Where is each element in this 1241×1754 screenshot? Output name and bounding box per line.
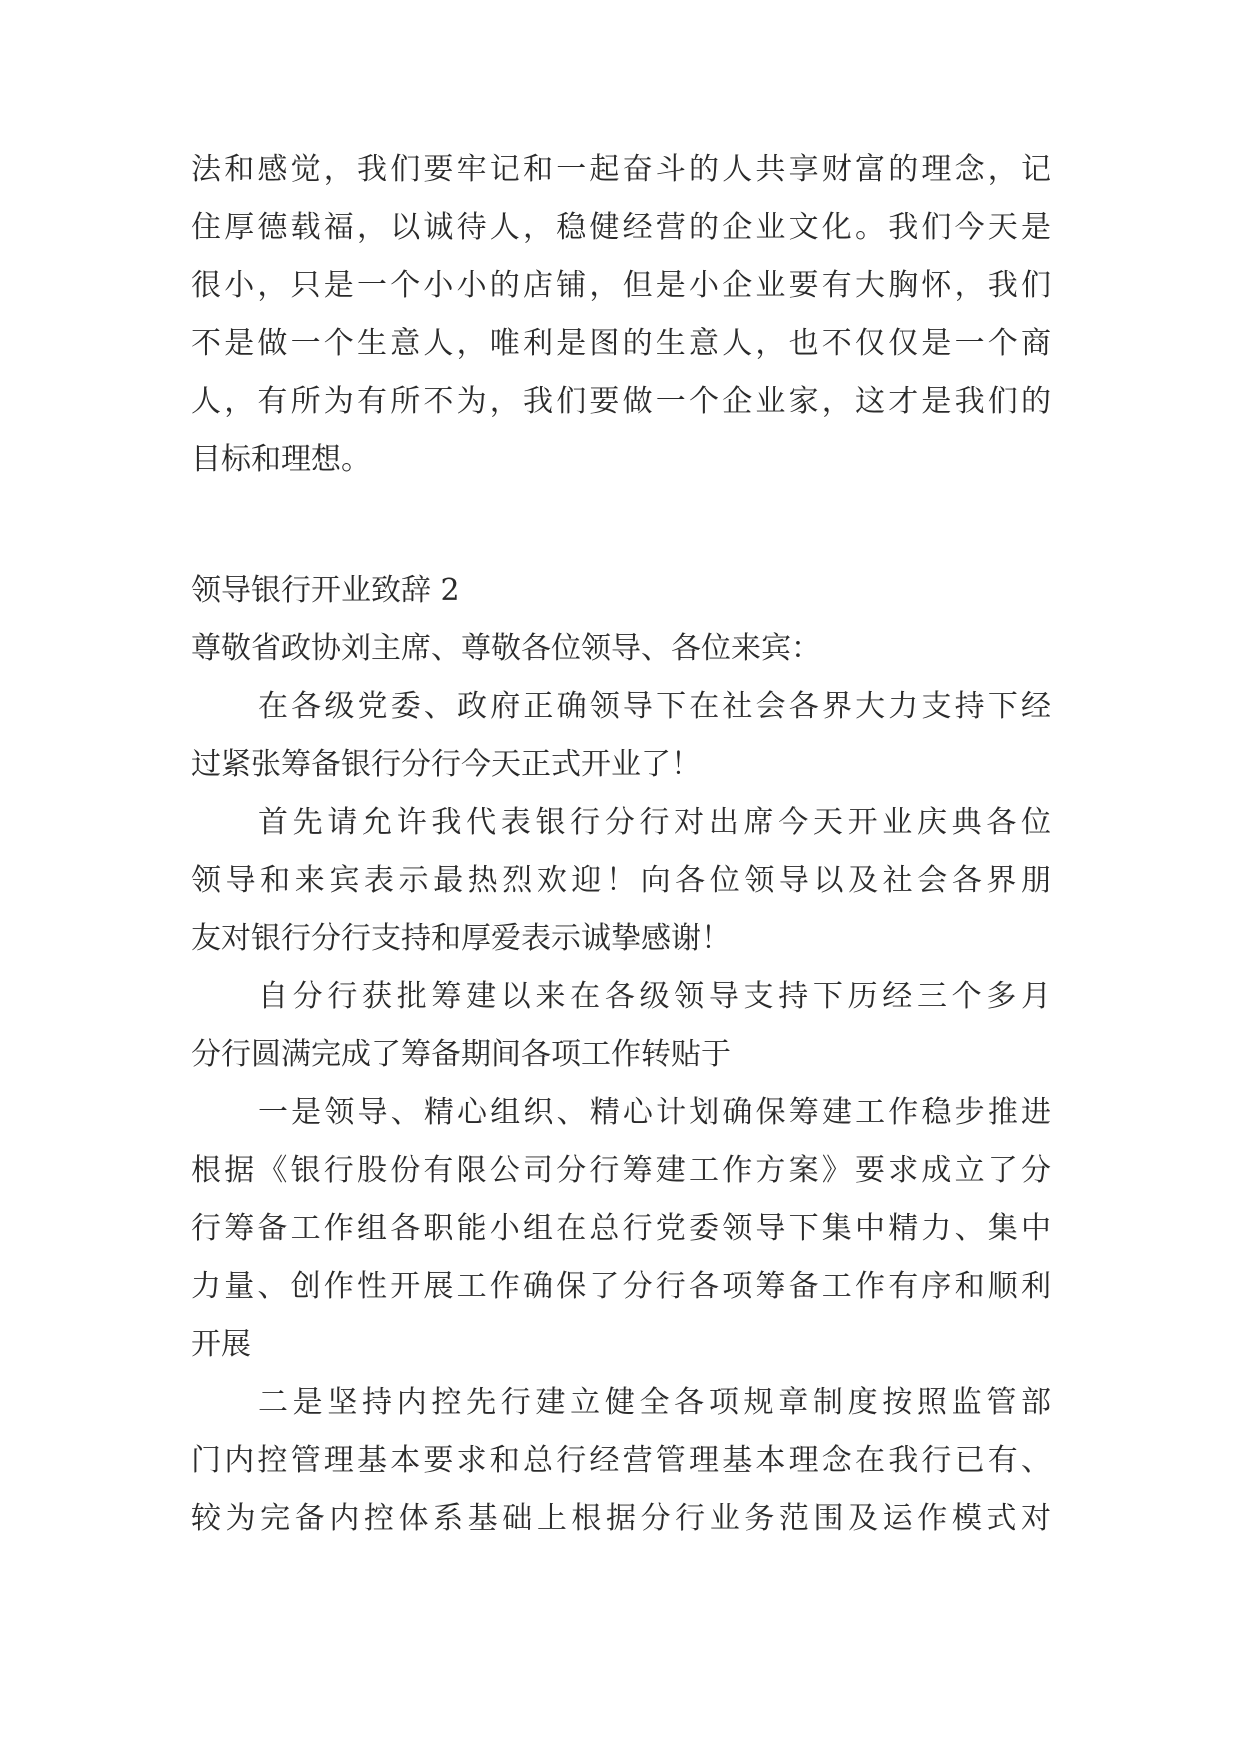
paragraph-line: 友对银行分行支持和厚爱表示诚挚感谢！ bbox=[191, 921, 731, 956]
paragraph-line: 住厚德载福，以诚待人，稳健经营的企业文化。我们今天是 bbox=[191, 210, 1051, 245]
paragraph-line: 分行圆满完成了筹备期间各项工作转贴于 bbox=[191, 1037, 731, 1072]
paragraph-line: 目标和理想。 bbox=[191, 442, 371, 477]
paragraph-line: 二是坚持内控先行建立健全各项规章制度按照监管部 bbox=[258, 1385, 1051, 1420]
paragraph-line: 不是做一个生意人，唯利是图的生意人，也不仅仅是一个商 bbox=[191, 326, 1051, 361]
paragraph-line: 一是领导、精心组织、精心计划确保筹建工作稳步推进 bbox=[258, 1095, 1051, 1130]
paragraph-line: 根据《银行股份有限公司分行筹建工作方案》要求成立了分 bbox=[191, 1153, 1051, 1188]
paragraph-line: 法和感觉，我们要牢记和一起奋斗的人共享财富的理念，记 bbox=[191, 152, 1051, 187]
paragraph-line: 自分行获批筹建以来在各级领导支持下历经三个多月 bbox=[258, 979, 1051, 1014]
paragraph-line: 行筹备工作组各职能小组在总行党委领导下集中精力、集中 bbox=[191, 1211, 1051, 1246]
paragraph-line: 开展 bbox=[191, 1327, 251, 1362]
paragraph-line: 很小，只是一个小小的店铺，但是小企业要有大胸怀，我们 bbox=[191, 268, 1051, 303]
paragraph-line: 人，有所为有所不为，我们要做一个企业家，这才是我们的 bbox=[191, 384, 1051, 419]
paragraph-line: 领导和来宾表示最热烈欢迎！向各位领导以及社会各界朋 bbox=[191, 863, 1051, 898]
paragraph-line: 过紧张筹备银行分行今天正式开业了！ bbox=[191, 747, 701, 782]
paragraph-line: 在各级党委、政府正确领导下在社会各界大力支持下经 bbox=[258, 689, 1051, 724]
section-title: 领导银行开业致辞 2 bbox=[191, 573, 460, 608]
paragraph-line: 门内控管理基本要求和总行经营管理基本理念在我行已有、 bbox=[191, 1443, 1051, 1478]
paragraph-line: 较为完备内控体系基础上根据分行业务范围及运作模式对 bbox=[191, 1501, 1051, 1536]
paragraph-line: 首先请允许我代表银行分行对出席今天开业庆典各位 bbox=[258, 805, 1051, 840]
salutation: 尊敬省政协刘主席、尊敬各位领导、各位来宾： bbox=[191, 631, 821, 666]
paragraph-line: 力量、创作性开展工作确保了分行各项筹备工作有序和顺利 bbox=[191, 1269, 1051, 1304]
